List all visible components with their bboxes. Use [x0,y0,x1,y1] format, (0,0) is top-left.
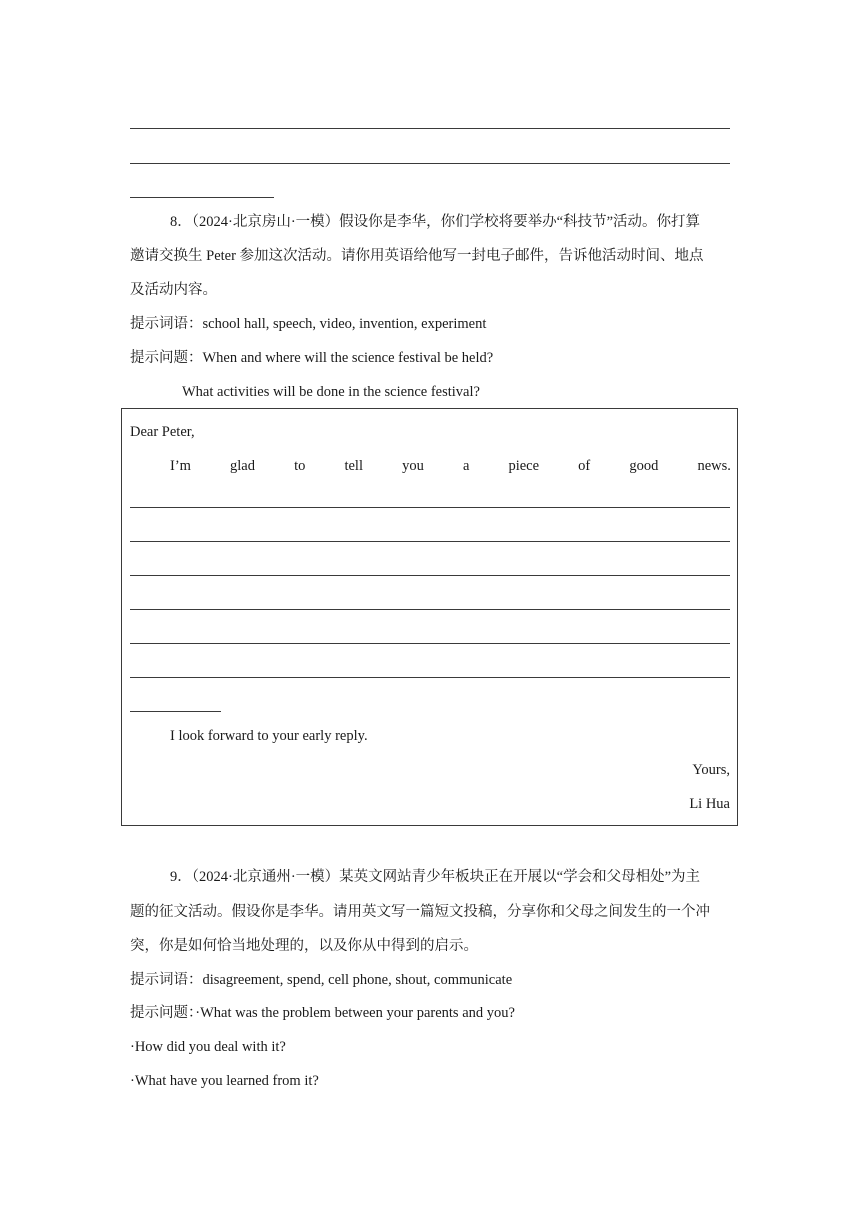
opening-word: tell [344,458,363,474]
opening-word: a [462,458,470,474]
opening-word: to [294,458,306,474]
q8-prompt-line-2: 邀请交换生 Peter 参加这次活动。请你用英语给他写一封电子邮件，告诉他活动时间、地点 [130,248,704,264]
letter-writing-line[interactable] [130,643,730,644]
opening-word: I’m [170,458,191,474]
letter-signoff: Yours, [692,762,730,778]
letter-writing-line[interactable] [130,507,730,508]
opening-word: good [629,458,659,474]
q8-hint-words: 提示词语：school hall, speech, video, invention, experiment [130,316,487,332]
letter-writing-line[interactable] [130,609,730,610]
opening-word: glad [230,458,255,474]
q8-hint-question-2: What activities will be done in the science festival? [182,384,480,400]
q9-prompt-line-3: 突，你是如何恰当地处理的，以及你从中得到的启示。 [130,938,478,954]
answer-line [130,128,730,129]
letter-opening-sentence [170,457,731,475]
opening-word: news. [697,458,731,474]
q9-hint-question-2: ·How did you deal with it? [130,1039,286,1055]
q8-hint-question-1: 提示问题：When and where will the science festival be held? [130,350,494,366]
letter-writing-line[interactable] [130,541,730,542]
letter-writing-line-short[interactable] [130,711,221,712]
opening-word: of [578,458,591,474]
letter-writing-line[interactable] [130,575,730,576]
q9-prompt-line-2: 题的征文活动。假设你是李华。请用英文写一篇短文投稿，分享你和父母之间发生的一个冲 [130,904,710,920]
q9-hint-words: 提示词语：disagreement, spend, cell phone, shout, communicate [130,972,513,988]
answer-line-short [130,197,274,198]
q9-hint-question-3: ·What have you learned from it? [130,1073,319,1089]
q8-prompt-line-1: 8．（2024·北京房山·一模）假设你是李华，你们学校将要举办“科技节”活动。你打算 [170,214,701,230]
letter-writing-line[interactable] [130,677,730,678]
letter-signature: Li Hua [689,796,730,812]
q8-prompt-line-3: 及活动内容。 [130,282,217,298]
opening-word: you [402,458,424,474]
letter-closing: I look forward to your early reply. [170,728,368,744]
opening-word: piece [508,458,540,474]
q9-prompt-line-1: 9．（2024·北京通州·一模）某英文网站青少年板块正在开展以“学会和父母相处”为主 [170,869,701,885]
q9-hint-question-1: 提示问题：·What was the problem between your parents and you? [130,1005,515,1021]
answer-line [130,163,730,164]
letter-salutation: Dear Peter, [130,424,195,440]
